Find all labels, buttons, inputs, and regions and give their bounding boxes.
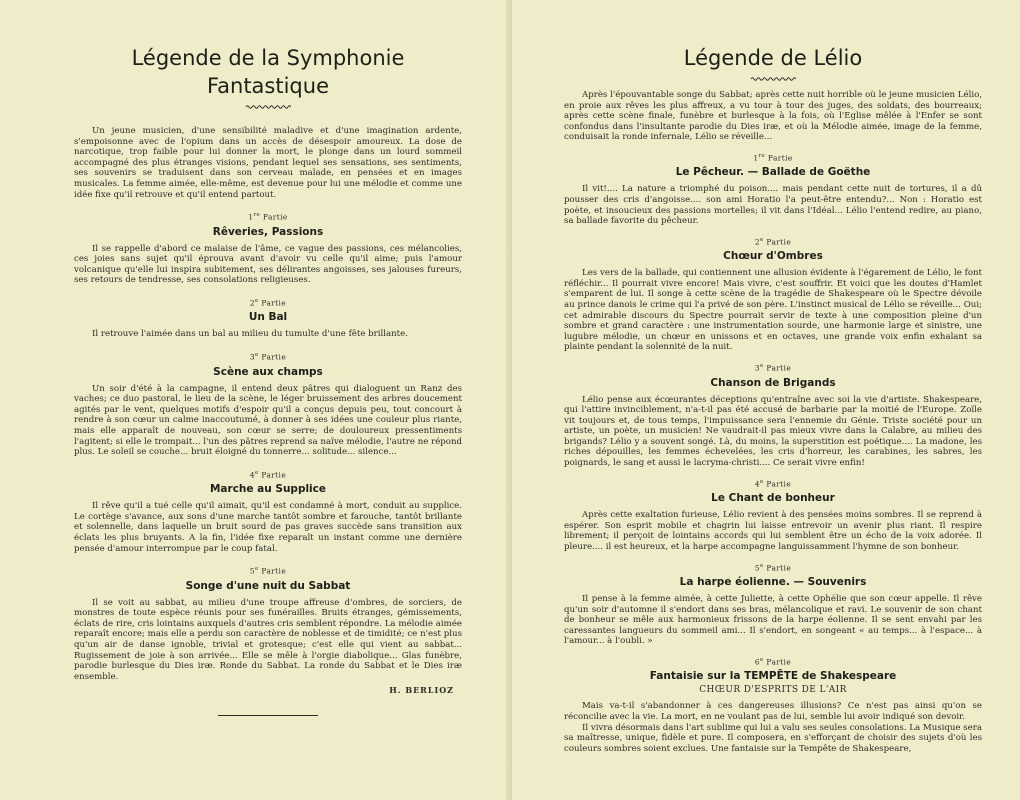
section-title: Scène aux champs: [213, 365, 323, 378]
right-page-title: Légende de Lélio: [683, 46, 863, 70]
section-text: Il pense à la femme aimée, à cette Juliette, à cette Ophélie que son cœur appelle. Il rêve qu'un soir d'automne il s'endort dans ses bras, mélancolique et ravi. Le souvenir de son chant de bonheur se mêle aux harmonieux frissons de la harpe éolienne. Il se sent envahi par les caressantes langueurs du sommeil ami... Il s'endort, en songeant « au temps... à l'espace... à l'amour... à l'oubli. »: [564, 593, 982, 647]
left-section-2: [74, 296, 462, 340]
right-section-2: [564, 235, 982, 353]
part-label: 5e Partie: [249, 566, 287, 576]
section-title: Le Chant de bonheur: [711, 492, 835, 505]
signature: H. BERLIOZ: [389, 685, 454, 696]
squiggle-ornament-icon: [750, 76, 796, 82]
left-intro: Un jeune musicien, d'une sensibilité maladive et d'une imagination ardente, s'empoisonne avec de l'opium dans un accès de désespoir amoureux. La dose de narcotique, trop faible pour lui donner la mort, le plonge dans un lourd sommeil accompagné des plus étranges visions, pendant lequel ses sensations, ses sentiments, ses souvenirs se traduisent dans son cerveau malade, en pensées et en images musicales. La femme aimée, elle-même, est devenue pour lui une mélodie et comme une idée fixe qu'il retrouve et qu'il entend partout.: [74, 126, 462, 200]
section-text: Les vers de la ballade, qui contiennent une allusion évidente à l'égarement de Lélio, le font réfléchir... Il pourrait vivre encore! Mais vivre, c'est souffrir. Et voici que les doutes d'Hamlet s'emparent de lui. Il songe à cette scène de la tragédie de Shakespeare où le Spectre dévoile au prince danois le crime qui l'a privé de son père. L'instinct musical de Lélio se réveille... Oui; cet admirable discours du Spectre pourrait servir de texte à une composition pleine d'un sombre et grand caractère : une instrumentation sourde, une harmonie large et sinistre, une lugubre mélodie, un chœur en unissons et en octaves, une grande voix enfin exhalant sa plainte pendant la solennité de la nuit.: [564, 268, 982, 353]
part-label: 5e Partie: [754, 562, 792, 572]
part-label: 2e Partie: [249, 298, 287, 308]
left-section-3: [74, 350, 462, 458]
part-label: 2e Partie: [754, 236, 792, 247]
section-title: Songe d'une nuit du Sabbat: [185, 579, 351, 592]
right-section-6: [564, 655, 982, 754]
section-text: Il rêve qu'il a tué celle qu'il aimait, qu'il est condamné à mort, conduit au supplice. Le cortège s'avance, aux sons d'une marche tantôt sombre et farouche, tantôt brillante et solennelle, dans laquelle un bruit sourd de pas graves succède sans transition aux éclats les plus bruyants. A la fin, l'idée fixe reparaît un instant comme une dernière pensée d'amour interrompue par le coup fatal.: [74, 501, 462, 554]
section-title: Fantaisie sur la TEMPÊTE de Shakespeare: [649, 670, 897, 683]
section-title: Marche au Supplice: [209, 483, 327, 496]
section-title: Chœur d'Ombres: [723, 250, 823, 263]
part-label: 3e Partie: [754, 363, 792, 373]
section-title: Chanson de Brigands: [710, 376, 836, 389]
divider-rule: [218, 715, 318, 716]
squiggle-ornament-icon: [245, 104, 291, 110]
right-section-5: [564, 561, 982, 647]
section-subtitle: CHŒUR D'ESPRITS DE L'AIR: [699, 685, 847, 696]
right-section-1: [564, 151, 982, 227]
left-section-4: [74, 468, 462, 554]
section-text: Il vit!.... La nature a triomphé du poison.... mais pendant cette nuit de tortures, il a dû pousser des cris d'angoisse.... son ami Horatio l'a peut-être entendu?... Non : Horatio est poète, et insoucieux des passions mortelles; il vit dans l'Idéal... Lélio l'entend redire, au piano, sa ballade favorite du pêcheur.: [564, 184, 982, 227]
section-text: Il se voit au sabbat, au milieu d'une troupe affreuse d'ombres, de sorciers, de monstres de toute espèce réunis pour ses funérailles. Bruits étranges, gémissements, éclats de rire, cris lointains auxquels d'autres cris semblent répondre. La mélodie aimée reparaît encore; mais elle a perdu son caractère de noblesse et de timidité; ce n'est plus qu'un air de danse ignoble, trivial et grotesque; c'est elle qui vient au sabbat... Rugissement de joie à son arrivée... Elle se mêle à l'orgie diabolique... Glas funèbre, parodie burlesque du Dies iræ. Ronde du Sabbat. La ronde du Sabbat et le Dies iræ ensemble.: [74, 597, 462, 682]
left-page-title: Légende de la Symphonie Fantastique: [131, 46, 405, 98]
right-section-3: [564, 361, 982, 469]
right-intro: Après l'épouvantable songe du Sabbat; après cette nuit horrible où le jeune musicien Lélio, en proie aux rêves les plus affreux, a vu tour à tour des juges, des soldats, des bourreaux; après cette scène finale, funèbre et burlesque à la fois, où l'Eglise mêlée à l'Enfer se sont confondus dans l'insultante parodie du Dies iræ, et où la Mélodie aimée, image de la femme, conduisait la ronde infernale, Lélio se réveille...: [564, 90, 982, 143]
section-title: La harpe éolienne. — Souvenirs: [679, 575, 867, 588]
section-text: Il se rappelle d'abord ce malaise de l'âme, ce vague des passions, ces mélancolies, ces joies sans sujet qu'il éprouva avant d'avoir vu celle qu'il aime; puis l'amour volcanique qu'elle lui inspira subitement, ses délirantes angoisses, ses jalouses fureurs, ses retours de tendresse, ses consolations religieuses.: [74, 243, 462, 286]
section-text: Un soir d'été à la campagne, il entend deux pâtres qui dialoguent un Ranz des vaches; ce duo pastoral, le lieu de la scène, le léger bruissement des arbres doucement agités par le vent, quelques motifs d'espoir qu'il a conçus depuis peu, tout concourt à rendre à son cœur un calme inaccoutumé, à donner à ses idées une couleur plus riante, mais elle apparaît de nouveau, son cœur se serre; de douloureux pressentiments l'agitent; si elle le trompait... l'un des pâtres reprend sa naïve mélodie, l'autre ne répond plus. Le soleil se couche... bruit éloigné du tonnerre... solitude... silence...: [74, 383, 462, 458]
section-text: Après cette exaltation furieuse, Lélio revient à des pensées moins sombres. Il se reprend à espérer. Son esprit mobile et chagrin lui laisse entrevoir un avenir plus riant. Il respire librement; il perçoit de lointains accords qui lui semblent être un écho de la voix adorée. Il pleure.... il est heureux, et la harpe accompagne languissamment l'hymne de son bonheur.: [564, 510, 982, 552]
part-label: 1re Partie: [248, 212, 288, 222]
part-label: 4e Partie: [249, 469, 287, 480]
right-section-4: [564, 477, 982, 553]
part-label: 4e Partie: [754, 478, 792, 489]
section-text: Il retrouve l'aimée dans un bal au milieu du tumulte d'une fête brillante.: [92, 329, 408, 340]
part-label: 6e Partie: [754, 656, 792, 667]
section-title: Le Pêcheur. — Ballade de Goëthe: [675, 166, 871, 179]
section-title: Un Bal: [248, 311, 288, 324]
left-section-5: [74, 564, 462, 682]
section-title: Rêveries, Passions: [212, 225, 324, 238]
section-text-continued: Il vivra désormais dans l'art sublime qui lui a valu ses seules consolations. La Musique sera sa maîtresse, unique, fidèle et pure. Il composera, en s'efforçant de choisir des sujets d'où les couleurs sombres soient exclues. Une fantaisie sur la Tempête de Shakespeare,: [564, 722, 982, 754]
right-page: [512, 0, 1020, 800]
part-label: 1re Partie: [753, 152, 793, 163]
section-text: Lélio pense aux écœurantes déceptions qu'entraîne avec soi la vie d'artiste. Shakespeare, qui l'attire invinciblement, n'a-t-il pas été accusé de barbarie par la moitié de l'Europe. Zoïle vit toujours et, de tous temps, l'impuissance sera l'ennemie du Génie. Triste société pour un artiste, un poète, un musicien! Ne vaudrait-il pas mieux vivre dans la Calabre, au milieu des brigands? Lélio y a souvent songé. Là, du moins, la superstition est poétique.... La madone, les riches dépouilles, les femmes échevelées, les cris d'horreur, les carabines, les sabres, les poignards, le sang et aussi le lacryma-christi.... Ce serait vivre enfin!: [564, 394, 982, 469]
left-section-1: [74, 210, 462, 286]
section-text: Mais va-t-il s'abandonner à ces dangereuses illusions? Ce n'est pas ainsi qu'on se réconcilie avec la vie. La mort, en ne voulant pas de lui, semble lui avoir indiqué son devoir.: [564, 701, 982, 722]
part-label: 3e Partie: [249, 352, 287, 362]
